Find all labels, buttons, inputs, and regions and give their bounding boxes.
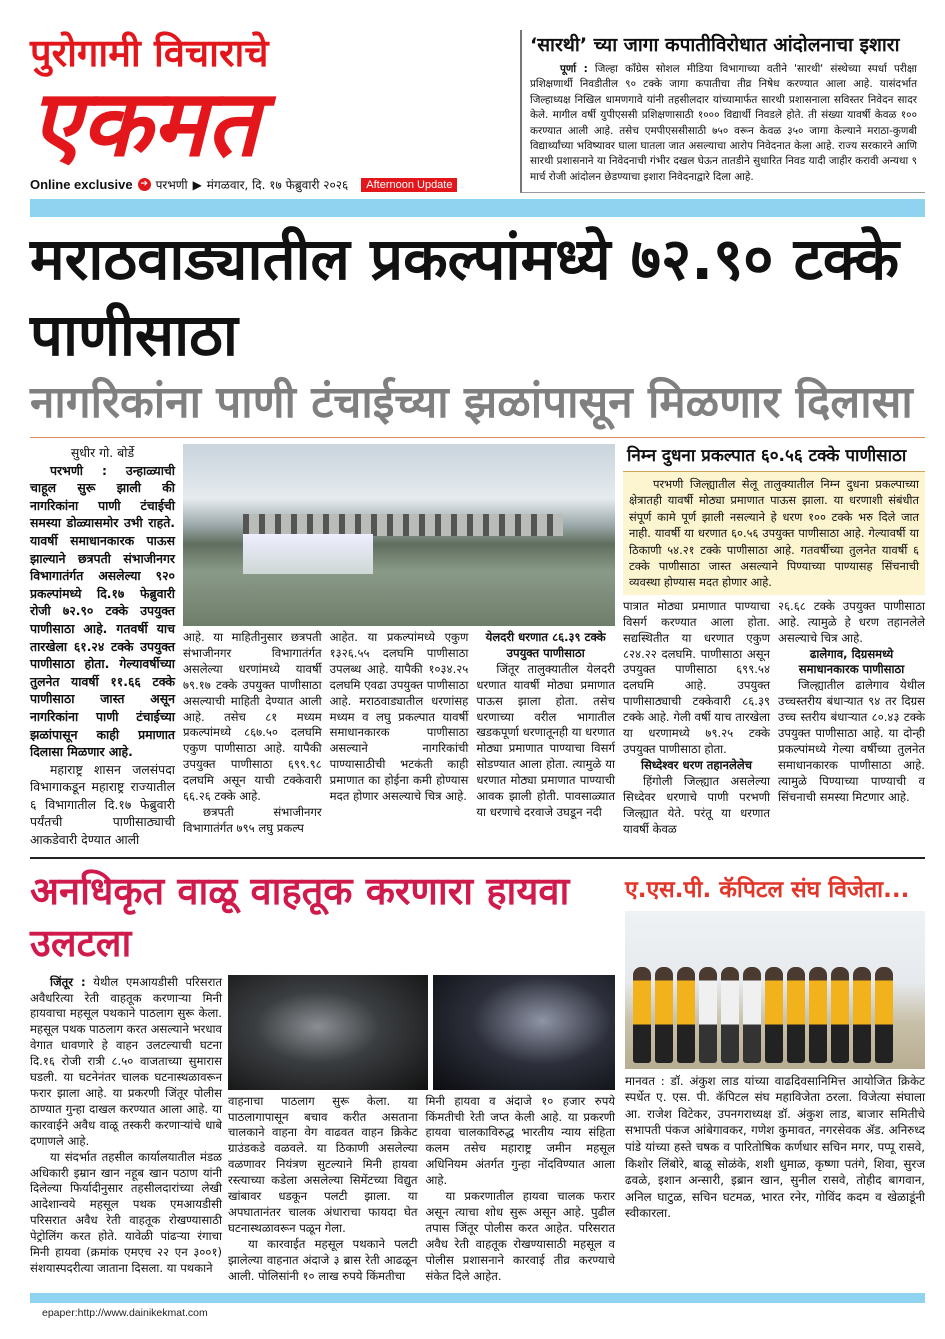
divider xyxy=(30,437,925,438)
byline: सुधीर गो. बोर्डे xyxy=(70,445,135,460)
main-story-column-2 xyxy=(183,630,322,837)
nimna-headline: निम्न दुधना प्रकल्पात ६०.५६ टक्के पाणीसाठा xyxy=(623,444,925,472)
paragraph: पात्रात मोठ्या प्रमाणात पाण्याचा विसर्ग करण्यात आला होता. सद्यस्थितीत या धरणात एकुण ८२४.२२ दलघमि. पाणीसाठा असून उपयुक्त पाणीसाठा ६९९.५४ दलघमि आहे. उपयुक्त पाणीसाठ्याची टक्केवारी ८६.३९ टक्के आहे. गेली वर्षी याच तारखेला या धरणामध्ये ७९.२५ टक्के उपयुक्त पाणीसाठा होता. xyxy=(623,598,770,756)
paragraph: वाहनाचा पाठलाग सुरू केला. या पाठलागापासून बचाव करीत असताना चालकाने वाहना वेग वाढवत वाहन क्रिकेट ग्राउंडकडे वळवले. या ठिकाणी असलेल्या वळणावर नियंत्रण सुटल्याने मिनी हायवा रस्त्याच्या कडेला असलेल्या सिमेंटच्या विद्युत खांबावर धडकून पलटी झाला. या अपघातानंतर चालक अंधाराचा फायदा घेत घटनास्थळावरून पळून गेला. xyxy=(228,1093,418,1235)
sand-dateline: जिंतूर : xyxy=(50,974,86,989)
paragraph: छत्रपती संभाजीनगर विभागातंर्गत ७९५ लघु प्रकल्प xyxy=(183,804,322,835)
sand-story-column-1 xyxy=(30,975,222,1285)
paragraph: महाराष्ट्र शासन जलसंपदा विभागाकडून महाराष्ट्र राज्यातील ६ विभागातील दि.१७ फेब्रुवारी पर्यंतची पाणीसाठ्याची आकडेवारी देण्यात आली xyxy=(30,761,175,848)
online-exclusive-label: Online exclusive xyxy=(30,177,133,192)
masthead-row xyxy=(30,30,925,193)
paragraph: २६.६८ टक्के उपयुक्त पाणीसाठा आहे. त्यामुळे हे धरण तहानलेले असल्याचे चित्र आहे. xyxy=(778,598,925,645)
dhalegaon-subheading: ढालेगाव, दिग्रसमध्ये समाधानकारक पाणीसाठा xyxy=(798,646,905,677)
paragraph: या संदर्भात तहसील कार्यालयातील मंडळ अधिकारी इम्रान खान नहूब खान पठाण यांनी दिलेल्या फिर्यादीनुसार तहसीलदारांच्या लेखी आदेशान्वये महसूल पथक एमआयडीसी परिसरात अवैध रेती वाहतूक रोखण्यासाठी पेट्रोलिंग करत होते. यावेळी पांढऱ्या रंगाचा मिनी हायवा (क्रमांक एमएच २२ एन ३००१) संशयास्पदरीत्या जाताना दिसला. या पथकाने xyxy=(30,1149,222,1275)
sports-caption: मानवत : डॉ. अंकुश लाड यांच्या वाढदिवसानिमित्त आयोजित क्रिकेट स्पर्धेत ए. एस. पी. कॅपिटल संघ महाविजेता ठरला. विजेत्या संघाला आ. राजेश विटेकर, उपनगराध्यक्ष डॉ. अंकुश लाड, बाजार समितीचे सभापती पंकज आंबेगावकर, गणेश कुमावत, नगरसेवक ॲड. अनिरुध्द पांडे यांच्या हस्ते चषक व पारितोषिक कर्णधार सचिन मगर, पप्पू रासवे, किशोर लिंबोरे, बाळू सोळंके, शशी धुमाळ, कृष्णा पतंगे, शिवा, सुरज ढवळे, इशान अन्सारी, इब्रान खान, सुनील रासवे, तोहीद बागवान, अनिल घाटुळ, सचिन घटमळ, भारत रनेर, गोविंद कदम व खेळाडूंनी स्वीकारला. xyxy=(625,1073,925,1221)
sarthi-headline: ‘सारथी’ च्या जागा कपातीविरोधात आंदोलनाचा इशारा xyxy=(530,34,900,56)
main-headline: मराठवाड्यातील प्रकल्पांमध्ये ७२.९० टक्के पाणीसाठा xyxy=(30,225,900,369)
main-story-column-1 xyxy=(30,444,175,849)
edition-badge: Afternoon Update xyxy=(361,178,457,192)
sand-story-body xyxy=(30,975,615,1285)
paragraph: येथील एमआयडीसी परिसरात अवैधरित्या रेती वाहतूक करणाऱ्या मिनी हायवाचा महसूल पथकाने पाठलाग सुरू केला. महसूल पथक पाठलाग करत असल्याने भरधाव वेगात धावणारे हे वाहन उलटल्याची घटना दि.१६ रोजी रात्री ८.५० वाजताच्या सुमारास घडली. या घटनेनंतर चालक घटनास्थळावरून फरार झाला आहे. या प्रकरणी जिंतूर पोलीस ठाण्यात गुन्हा दाखल करण्यात आला आहे. या कारवाईने अवैध वाळू तस्करी करणाऱ्यांचे धाबे दणाणले आहे. xyxy=(30,974,222,1148)
sand-story xyxy=(30,865,615,1285)
masthead xyxy=(30,30,510,193)
yeldari-subheading: येलदरी धरणात ८६.३९ टक्के उपयुक्त पाणीसाठा xyxy=(485,630,606,660)
main-subheadline: नागरिकांना पाणी टंचाईच्या झळांपासून मिळणार दिलासा xyxy=(30,377,913,428)
paragraph: जिल्ह्यातील ढालेगाव येथील उच्चस्तरीय बंधाऱ्यात ९४ तर दिग्रस उच्च स्तरीय बंधाऱ्यात ८०.४३ टक्के उपयुक्त पाणीसाठा आहे. या दोन्ही प्रकल्पांमध्ये गेल्या वर्षीच्या तुलनेत समाधानकारक पाणीसाठा आहे. त्यामुळे पिण्याच्या पाण्याची व सिंचनाची समस्या मिटणार आहे. xyxy=(778,678,925,804)
sarthi-news-box xyxy=(520,30,925,193)
sarthi-body xyxy=(530,62,917,185)
city-label: परभणी xyxy=(155,178,188,192)
paragraph: या प्रकरणातील हायवा चालक फरार असून त्याचा शोध सुरू असून आहे. पुढील तपास जिंतूर पोलीस करत आहेत. परिसरात अवैध रेती वाहतूक रोखण्यासाठी महसूल व पोलीस प्रशासनाने कारवाई तीव्र करण्याचे संकेत दिले आहेत. xyxy=(425,1189,615,1283)
epaper-link[interactable]: epaper:http://www.dainikekmat.com xyxy=(42,1306,208,1319)
nimna-body: परभणी जिल्ह्यातील सेलू तालुक्यातील निम्न दुधना प्रकल्पाच्या क्षेत्रातही यावर्षी मोठ्या प्रमाणात पाऊस झाला. या धरणाशी संबंधीत संपूर्ण कामे पूर्ण झाली नसल्याने हे धरण १०० टक्के भरु दिले जात नाही. यावर्षी या धरणात ६०.५६ उपयुक्त पाणीसाठा आहे. गेल्यावर्षी या ठिकाणी ५४.२१ टक्के पाणीसाठा आहे. गतवर्षीच्या तुलनेत यावर्षी ६ टक्के पाणीसाठा जास्त असल्याने पिण्याच्या पाण्यासह सिंचनाची व्यवस्था होण्यास मदत होणार आहे. xyxy=(629,477,919,590)
sports-headline: ए.एस.पी. कॅपिटल संघ विजेता... xyxy=(625,876,910,903)
paragraph: जिंतूर तालुक्यातील येलदरी धरणात यावर्षी मोठ्या प्रमाणात पाऊस झाला होता. तसेच धरणाच्या वरील भागातील खडकपूर्णा धरणातूनही या धरणात मोठ्या प्रमाणात पाण्याचा विसर्ग सोडण्यात आला होता. त्यामुळे या धरणात मोठ्या प्रमाणात पाण्याची आवक झाली होती. पावसाळ्यात या धरणाचे दरवाजे उघडून नदी xyxy=(476,661,615,819)
arrow-circle-icon: ➔ xyxy=(138,178,151,191)
dam-photo xyxy=(183,444,615,626)
newspaper-logo: एकमत xyxy=(30,70,259,177)
paragraph: आहे. या माहितीनुसार छत्रपती संभाजीनगर विभागातंर्गत असलेल्या धरणांमध्ये यावर्षी ७९.१७ टक्के उपयुक्त पाणीसाठा असल्याची माहिती देण्यात आली आहे. तसेच ८१ मध्यम प्रकल्पांमध्ये ८६७.५० दलघमि एकुण पाणीसाठा आहे. यापैकी उपयुक्त पाणीसाठा ६९९.९८ दलघमि असून याची टक्केवारी ६६.२६ टक्के आहे. xyxy=(183,630,322,804)
nimna-dudhna-box xyxy=(623,444,925,595)
paragraph: मिनी हायवा व अंदाजे १० हजार रुपये किंमतीची रेती जप्त केली आहे. या प्रकरणी हायवा चालकाविरुद्ध भारतीय न्याय संहिता कलम तसेच महाराष्ट्र जमीन महसूल अधिनियम अंतर्गत गुन्हा नोंदविण्यात आला आहे. xyxy=(425,1093,615,1188)
main-story-column-4 xyxy=(476,630,615,837)
lead-paragraph: परभणी : उन्हाळ्याची चाहूल सुरू झाली की नागरिकांना पाणी टंचाईची समस्या डोळ्यासमोर उभी राहते. यावर्षी समाधानकारक पाऊस झाल्याने छत्रपती संभाजीनगर विभागातंर्गत असलेल्या ९२० प्रकल्पांमध्ये दि.१७ फेब्रुवारी रोजी ७२.९० टक्के उपयुक्त पाणीसाठा आहे. गतवर्षी याच तारखेला ६१.२४ टक्के उपयुक्त पाणीसाठा होता. गेल्यावर्षीच्या तुलनेत यावर्षी ११.६६ टक्के पाणीसाठा जास्त असून नागरिकांना पाणी टंचाईच्या झळांपासून काही प्रमाणात दिलासा मिळणार आहे. xyxy=(30,462,175,760)
sand-story-headline: अनधिकृत वाळू वाहतूक करणारा हायवा उलटला xyxy=(30,868,570,965)
sand-story-column-3 xyxy=(426,1094,616,1285)
lower-section xyxy=(30,865,925,1285)
main-story-column-3 xyxy=(330,630,469,837)
paragraph: या कारवाईत महसूल पथकाने पलटी झालेल्या वाहनात अंदाजे ३ ब्रास रेती आढळून आली. पोलिसांनी १० लाख रुपये किंमतीचा xyxy=(228,1236,418,1283)
crane-recovery-photo xyxy=(433,975,615,1090)
sand-story-right xyxy=(228,975,615,1285)
paragraph: हिंगोली जिल्ह्यात असलेल्या सिध्देवर धरणाचे पाणी परभणी जिल्ह्यात येते. परंतू या धरणात यावर्षी केवळ xyxy=(623,773,770,836)
paragraph: आहेत. या प्रकल्पांमध्ये एकुण १३२६.५५ दलघमि पाणीसाठा उपलब्ध आहे. यापैकी १०३४.२५ दलघमि एवढा उपयुक्त पाणीसाठा आहे. मराठवाड्यातील धरणांसह मध्यम व लघु प्रकल्पात यावर्षी समाधानकारक पाणीसाठा असल्याने नागरिकांची पाण्यासाठीची भटकंती काही प्रमाणात का होईना कमी होण्यास मदत होणार असल्याचे चित्र आहे. xyxy=(329,630,469,804)
overturned-truck-photo xyxy=(228,975,428,1090)
top-blue-bar xyxy=(30,199,925,217)
sports-story xyxy=(625,865,925,1285)
dateline xyxy=(30,176,510,193)
siddheshwar-subheading: सिध्देश्वर धरण तहानलेलेच xyxy=(640,757,753,772)
masthead-tagline: पुरोगामी विचाराचे xyxy=(30,31,269,75)
main-story-right xyxy=(623,444,925,849)
sand-columns xyxy=(228,1094,615,1285)
play-triangle-icon: ▶ xyxy=(192,177,202,192)
water-discharge xyxy=(243,534,373,574)
issue-date: मंगळवार, दि. १७ फेब्रुवारी २०२६ xyxy=(206,178,349,192)
sand-story-column-2 xyxy=(228,1094,418,1285)
sand-photos xyxy=(228,975,615,1090)
main-story-column-6 xyxy=(778,599,925,838)
middle-columns xyxy=(183,630,615,837)
bottom-blue-bar xyxy=(30,1293,925,1303)
section-divider xyxy=(30,857,925,859)
cricket-team-photo xyxy=(625,911,925,1069)
main-story-section xyxy=(30,444,925,849)
sarthi-body-text: जिल्हा काँग्रेस सोशल मीडिया विभागाच्या वतीने 'सारथी' संस्थेच्या स्पर्धा परीक्षा प्रशिक्षणार्थी निवडीतील ९० टक्के जागा कपातीचा तीव्र निषेध करण्यात आला आहे. यासंदर्भात जिल्हाध्यक्ष निखिल धामणगावे यांनी तहसीलदार यांच्यामार्फत सारथी प्रशासनाला सविस्तर निवेदन सादर केले. मागील वर्षी युपीएससी प्रशिक्षणासाठी १००० विद्यार्थी निवडले होते. ती संख्या यावर्षी केवळ १०० करण्यात आली आहे. तसेच एमपीएससीसाठी ७५० वरून केवळ ३५० जागा केल्याने मराठा-कुणबी विद्यार्थ्यांच्या भविष्यावर घाला घातला जात असल्याचा आरोप निवेदनात केला आहे. राज्य सरकारने आणि सारथी प्रशासनाने या निवेदनाची गंभीर दखल घेऊन तातडीने सुधारित निवड यादी जाहीर करावी अन्यथा ९ मार्च रोजी आंदोलन छेडण्याचा इशारा निवेदनाद्वारे दिला आहे. xyxy=(530,63,917,183)
right-columns xyxy=(623,599,925,838)
main-story-middle xyxy=(183,444,615,849)
sarthi-dateline: पूर्णा : xyxy=(560,63,588,75)
dam-gates xyxy=(243,514,563,536)
main-story-column-5 xyxy=(623,599,770,838)
